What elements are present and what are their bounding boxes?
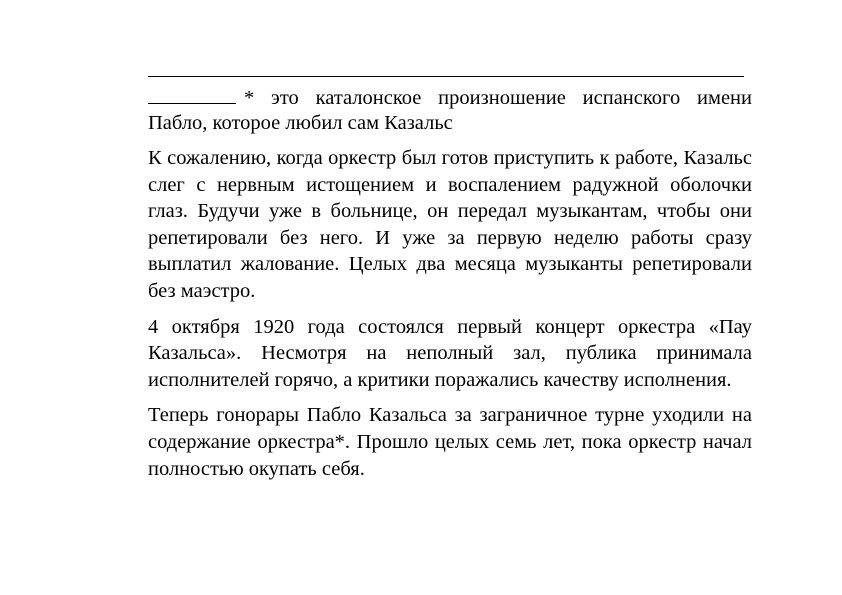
footnote-short-rule xyxy=(148,87,236,104)
paragraph-3: Теперь гонорары Пабло Казальса за заграничное турне уходили на содержание оркестра*. Прошло целых семь лет, пока оркестр начал полностью окупать себя. xyxy=(148,404,752,480)
footnote-text: * это каталонское произношение испанского имени Пабло, которое любил сам Казальс xyxy=(148,87,752,134)
paragraph-1: К сожалению, когда оркестр был готов приступить к работе, Казальс слег с нервным истощением и воспалением радужной оболочки глаз. Будучи уже в больнице, он передал музыкантам, чтобы они репетировали без него. И уже за первую неделю работы сразу выплатил жалование. Целых два месяца музыканты репетировали без маэстро. xyxy=(148,147,752,302)
footnote xyxy=(148,86,752,136)
paragraph-2: 4 октября 1920 года состоялся первый концерт оркестра «Пау Казальса». Несмотря на неполный зал, публика принимала исполнителей горячо, а критики поражались качеству исполнения. xyxy=(148,315,752,391)
footnote-separator-rule xyxy=(148,76,744,77)
body-text xyxy=(148,145,752,491)
